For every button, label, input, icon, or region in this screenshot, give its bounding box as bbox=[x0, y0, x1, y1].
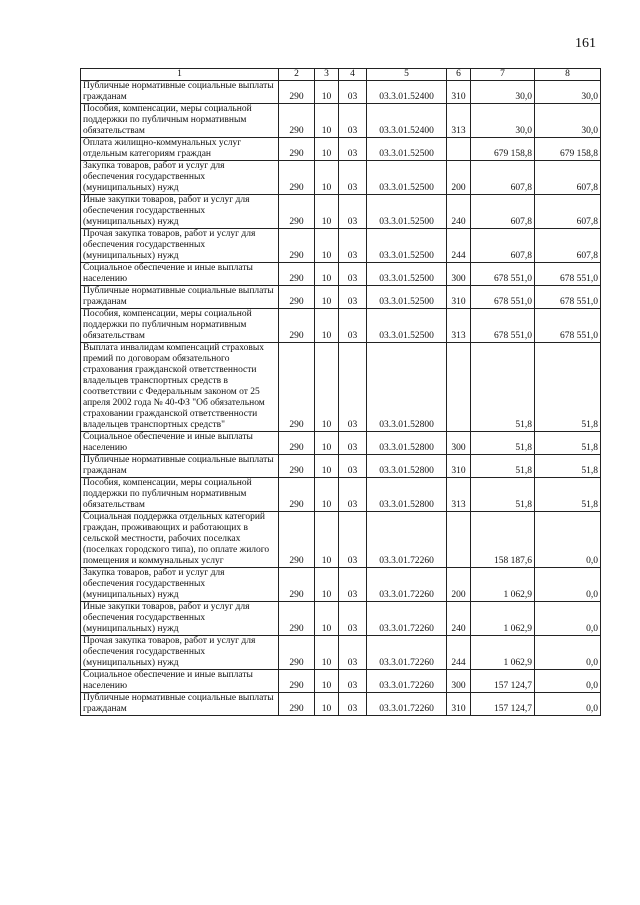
amount-cell: 607,8 bbox=[471, 195, 535, 229]
table-row bbox=[81, 478, 601, 512]
subsection-cell: 03 bbox=[339, 81, 367, 104]
table-row bbox=[81, 455, 601, 478]
admin-code-cell: 290 bbox=[279, 343, 315, 432]
subsection-cell: 03 bbox=[339, 195, 367, 229]
expense-type-cell bbox=[447, 343, 471, 432]
amount-cell: 157 124,7 bbox=[471, 670, 535, 693]
admin-code-cell: 290 bbox=[279, 104, 315, 138]
target-article-cell: 03.3.01.52500 bbox=[367, 263, 447, 286]
subsection-cell: 03 bbox=[339, 693, 367, 716]
amount-cell: 51,8 bbox=[471, 343, 535, 432]
amount-cell: 51,8 bbox=[471, 455, 535, 478]
subsection-cell: 03 bbox=[339, 432, 367, 455]
row-name-cell: Закупка товаров, работ и услуг для обеспечения государственных (муниципальных) нужд bbox=[81, 161, 279, 195]
section-cell: 10 bbox=[315, 636, 339, 670]
target-article-cell: 03.3.01.72260 bbox=[367, 670, 447, 693]
subsection-cell: 03 bbox=[339, 104, 367, 138]
amount-cell: 678 551,0 bbox=[535, 309, 601, 343]
amount-cell: 607,8 bbox=[471, 229, 535, 263]
table-row bbox=[81, 229, 601, 263]
subsection-cell: 03 bbox=[339, 568, 367, 602]
section-cell: 10 bbox=[315, 432, 339, 455]
admin-code-cell: 290 bbox=[279, 432, 315, 455]
row-name-cell: Публичные нормативные социальные выплаты гражданам bbox=[81, 81, 279, 104]
target-article-cell: 03.3.01.52400 bbox=[367, 81, 447, 104]
amount-cell: 30,0 bbox=[535, 104, 601, 138]
row-name-cell: Прочая закупка товаров, работ и услуг для обеспечения государственных (муниципальных) нужд bbox=[81, 636, 279, 670]
target-article-cell: 03.3.01.52400 bbox=[367, 104, 447, 138]
amount-cell: 30,0 bbox=[471, 104, 535, 138]
section-cell: 10 bbox=[315, 309, 339, 343]
subsection-cell: 03 bbox=[339, 670, 367, 693]
expense-type-cell: 244 bbox=[447, 229, 471, 263]
expense-type-cell: 200 bbox=[447, 161, 471, 195]
table-row bbox=[81, 138, 601, 161]
amount-cell: 51,8 bbox=[535, 343, 601, 432]
amount-cell: 1 062,9 bbox=[471, 602, 535, 636]
row-name-cell: Социальное обеспечение и иные выплаты населению bbox=[81, 432, 279, 455]
admin-code-cell: 290 bbox=[279, 138, 315, 161]
section-cell: 10 bbox=[315, 693, 339, 716]
target-article-cell: 03.3.01.52500 bbox=[367, 195, 447, 229]
column-header: 2 bbox=[279, 69, 315, 81]
amount-cell: 1 062,9 bbox=[471, 636, 535, 670]
target-article-cell: 03.3.01.52500 bbox=[367, 229, 447, 263]
amount-cell: 678 551,0 bbox=[471, 309, 535, 343]
subsection-cell: 03 bbox=[339, 229, 367, 263]
admin-code-cell: 290 bbox=[279, 81, 315, 104]
row-name-cell: Выплата инвалидам компенсаций страховых премий по договорам обязательного страхования гражданской ответственности владельцев транспортных средств в соответствии с Федеральным законом от 25 апреля 2002 года № 40-ФЗ "Об обязательном страховании гражданской ответственности владельцев транспортных средств" bbox=[81, 343, 279, 432]
expense-type-cell: 310 bbox=[447, 693, 471, 716]
admin-code-cell: 290 bbox=[279, 670, 315, 693]
amount-cell: 607,8 bbox=[535, 229, 601, 263]
amount-cell: 30,0 bbox=[471, 81, 535, 104]
section-cell: 10 bbox=[315, 455, 339, 478]
table-row bbox=[81, 343, 601, 432]
amount-cell: 51,8 bbox=[535, 455, 601, 478]
table-row bbox=[81, 309, 601, 343]
amount-cell: 0,0 bbox=[535, 602, 601, 636]
table-row bbox=[81, 195, 601, 229]
target-article-cell: 03.3.01.52500 bbox=[367, 309, 447, 343]
expense-type-cell: 313 bbox=[447, 478, 471, 512]
table-row bbox=[81, 512, 601, 568]
expense-type-cell: 313 bbox=[447, 309, 471, 343]
expense-type-cell: 310 bbox=[447, 81, 471, 104]
row-name-cell: Иные закупки товаров, работ и услуг для обеспечения государственных (муниципальных) нужд bbox=[81, 602, 279, 636]
amount-cell: 1 062,9 bbox=[471, 568, 535, 602]
expense-type-cell: 200 bbox=[447, 568, 471, 602]
section-cell: 10 bbox=[315, 343, 339, 432]
row-name-cell: Прочая закупка товаров, работ и услуг для обеспечения государственных (муниципальных) нужд bbox=[81, 229, 279, 263]
amount-cell: 678 551,0 bbox=[535, 263, 601, 286]
table-row bbox=[81, 636, 601, 670]
amount-cell: 679 158,8 bbox=[535, 138, 601, 161]
target-article-cell: 03.3.01.72260 bbox=[367, 636, 447, 670]
expense-type-cell bbox=[447, 512, 471, 568]
subsection-cell: 03 bbox=[339, 309, 367, 343]
admin-code-cell: 290 bbox=[279, 286, 315, 309]
amount-cell: 0,0 bbox=[535, 636, 601, 670]
admin-code-cell: 290 bbox=[279, 309, 315, 343]
row-name-cell: Публичные нормативные социальные выплаты гражданам bbox=[81, 693, 279, 716]
row-name-cell: Социальная поддержка отдельных категорий граждан, проживающих и работающих в сельской местности, рабочих поселках (поселках городского типа), по оплате жилого помещения и коммунальных услуг bbox=[81, 512, 279, 568]
subsection-cell: 03 bbox=[339, 602, 367, 636]
row-name-cell: Социальное обеспечение и иные выплаты населению bbox=[81, 670, 279, 693]
column-header: 4 bbox=[339, 69, 367, 81]
target-article-cell: 03.3.01.72260 bbox=[367, 512, 447, 568]
subsection-cell: 03 bbox=[339, 478, 367, 512]
table-row bbox=[81, 263, 601, 286]
admin-code-cell: 290 bbox=[279, 568, 315, 602]
table-row bbox=[81, 161, 601, 195]
amount-cell: 51,8 bbox=[535, 478, 601, 512]
expense-type-cell: 300 bbox=[447, 670, 471, 693]
expense-type-cell: 244 bbox=[447, 636, 471, 670]
subsection-cell: 03 bbox=[339, 636, 367, 670]
column-header: 7 bbox=[471, 69, 535, 81]
column-header: 1 bbox=[81, 69, 279, 81]
target-article-cell: 03.3.01.52800 bbox=[367, 478, 447, 512]
amount-cell: 607,8 bbox=[535, 161, 601, 195]
subsection-cell: 03 bbox=[339, 138, 367, 161]
expense-type-cell: 300 bbox=[447, 432, 471, 455]
row-name-cell: Пособия, компенсации, меры социальной поддержки по публичным нормативным обязательствам bbox=[81, 309, 279, 343]
expense-type-cell: 313 bbox=[447, 104, 471, 138]
page-number: 161 bbox=[575, 36, 596, 51]
section-cell: 10 bbox=[315, 104, 339, 138]
row-name-cell: Публичные нормативные социальные выплаты гражданам bbox=[81, 286, 279, 309]
expense-type-cell: 310 bbox=[447, 286, 471, 309]
target-article-cell: 03.3.01.72260 bbox=[367, 568, 447, 602]
amount-cell: 678 551,0 bbox=[471, 286, 535, 309]
expense-type-cell: 240 bbox=[447, 195, 471, 229]
row-name-cell: Закупка товаров, работ и услуг для обеспечения государственных (муниципальных) нужд bbox=[81, 568, 279, 602]
column-header: 6 bbox=[447, 69, 471, 81]
amount-cell: 30,0 bbox=[535, 81, 601, 104]
amount-cell: 0,0 bbox=[535, 670, 601, 693]
admin-code-cell: 290 bbox=[279, 478, 315, 512]
target-article-cell: 03.3.01.52800 bbox=[367, 455, 447, 478]
subsection-cell: 03 bbox=[339, 455, 367, 478]
amount-cell: 0,0 bbox=[535, 693, 601, 716]
table-row bbox=[81, 104, 601, 138]
section-cell: 10 bbox=[315, 195, 339, 229]
section-cell: 10 bbox=[315, 602, 339, 636]
amount-cell: 51,8 bbox=[471, 478, 535, 512]
section-cell: 10 bbox=[315, 512, 339, 568]
expense-type-cell: 240 bbox=[447, 602, 471, 636]
section-cell: 10 bbox=[315, 161, 339, 195]
admin-code-cell: 290 bbox=[279, 602, 315, 636]
admin-code-cell: 290 bbox=[279, 636, 315, 670]
table-row bbox=[81, 432, 601, 455]
expense-type-cell: 300 bbox=[447, 263, 471, 286]
table-row bbox=[81, 286, 601, 309]
section-cell: 10 bbox=[315, 670, 339, 693]
admin-code-cell: 290 bbox=[279, 229, 315, 263]
row-name-cell: Пособия, компенсации, меры социальной поддержки по публичным нормативным обязательствам bbox=[81, 478, 279, 512]
amount-cell: 158 187,6 bbox=[471, 512, 535, 568]
subsection-cell: 03 bbox=[339, 343, 367, 432]
table-header-row bbox=[81, 69, 601, 81]
target-article-cell: 03.3.01.52800 bbox=[367, 432, 447, 455]
admin-code-cell: 290 bbox=[279, 161, 315, 195]
row-name-cell: Иные закупки товаров, работ и услуг для обеспечения государственных (муниципальных) нужд bbox=[81, 195, 279, 229]
column-header: 5 bbox=[367, 69, 447, 81]
admin-code-cell: 290 bbox=[279, 693, 315, 716]
section-cell: 10 bbox=[315, 138, 339, 161]
section-cell: 10 bbox=[315, 81, 339, 104]
amount-cell: 607,8 bbox=[535, 195, 601, 229]
row-name-cell: Оплата жилищно-коммунальных услуг отдельным категориям граждан bbox=[81, 138, 279, 161]
row-name-cell: Публичные нормативные социальные выплаты гражданам bbox=[81, 455, 279, 478]
section-cell: 10 bbox=[315, 229, 339, 263]
amount-cell: 678 551,0 bbox=[535, 286, 601, 309]
row-name-cell: Социальное обеспечение и иные выплаты населению bbox=[81, 263, 279, 286]
amount-cell: 157 124,7 bbox=[471, 693, 535, 716]
section-cell: 10 bbox=[315, 286, 339, 309]
table-row bbox=[81, 602, 601, 636]
column-header: 3 bbox=[315, 69, 339, 81]
amount-cell: 51,8 bbox=[535, 432, 601, 455]
amount-cell: 0,0 bbox=[535, 512, 601, 568]
admin-code-cell: 290 bbox=[279, 455, 315, 478]
table-row bbox=[81, 670, 601, 693]
target-article-cell: 03.3.01.72260 bbox=[367, 602, 447, 636]
target-article-cell: 03.3.01.52500 bbox=[367, 138, 447, 161]
amount-cell: 51,8 bbox=[471, 432, 535, 455]
subsection-cell: 03 bbox=[339, 512, 367, 568]
target-article-cell: 03.3.01.52800 bbox=[367, 343, 447, 432]
subsection-cell: 03 bbox=[339, 161, 367, 195]
section-cell: 10 bbox=[315, 478, 339, 512]
section-cell: 10 bbox=[315, 568, 339, 602]
admin-code-cell: 290 bbox=[279, 263, 315, 286]
table-row bbox=[81, 568, 601, 602]
admin-code-cell: 290 bbox=[279, 512, 315, 568]
table-row bbox=[81, 693, 601, 716]
column-header: 8 bbox=[535, 69, 601, 81]
table-row bbox=[81, 81, 601, 104]
expense-type-cell bbox=[447, 138, 471, 161]
target-article-cell: 03.3.01.52500 bbox=[367, 286, 447, 309]
subsection-cell: 03 bbox=[339, 263, 367, 286]
admin-code-cell: 290 bbox=[279, 195, 315, 229]
amount-cell: 679 158,8 bbox=[471, 138, 535, 161]
subsection-cell: 03 bbox=[339, 286, 367, 309]
target-article-cell: 03.3.01.52500 bbox=[367, 161, 447, 195]
amount-cell: 678 551,0 bbox=[471, 263, 535, 286]
target-article-cell: 03.3.01.72260 bbox=[367, 693, 447, 716]
expense-type-cell: 310 bbox=[447, 455, 471, 478]
row-name-cell: Пособия, компенсации, меры социальной поддержки по публичным нормативным обязательствам bbox=[81, 104, 279, 138]
budget-table bbox=[80, 68, 601, 716]
amount-cell: 607,8 bbox=[471, 161, 535, 195]
section-cell: 10 bbox=[315, 263, 339, 286]
amount-cell: 0,0 bbox=[535, 568, 601, 602]
